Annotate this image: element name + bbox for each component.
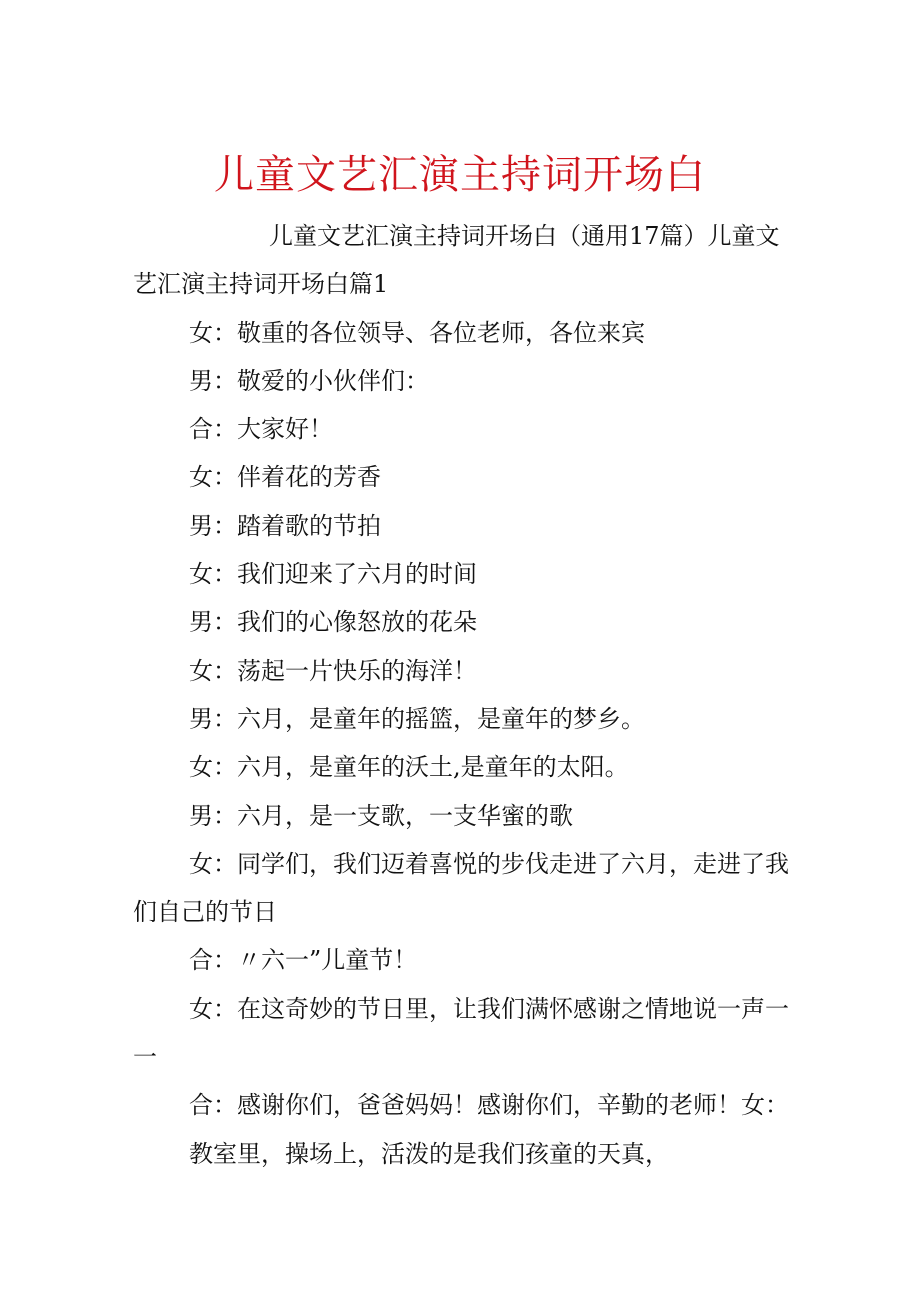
script-line: 女：荡起一片快乐的海洋！ — [189, 656, 477, 685]
script-line: 女：六月，是童年的沃土,是童年的太阳。 — [189, 753, 629, 782]
intro-paragraph: 儿童文艺汇演主持词开场白（通用17篇）儿童文艺汇演主持词开场白篇1 — [133, 222, 780, 299]
script-line: 合：〃六一”儿童节！ — [189, 946, 418, 975]
script-line: 女：伴着花的芳香 — [189, 463, 381, 492]
script-line: 女：我们迎来了六月的时间 — [189, 560, 477, 589]
script-line: 教室里，操场上，活泼的是我们孩童的天真， — [189, 1139, 669, 1168]
script-line: 男：我们的心像怒放的花朵 — [189, 608, 477, 637]
document-title: 儿童文艺汇演主持词开场白 — [214, 152, 706, 198]
script-line: 合：大家好！ — [189, 415, 333, 444]
script-line: 女：在这奇妙的节日里，让我们满怀感谢之情地说一声一一 — [133, 994, 789, 1072]
script-line: 男：六月，是童年的摇篮，是童年的梦乡。 — [189, 704, 645, 733]
script-line: 男：踏着歌的节拍 — [189, 511, 381, 540]
script-line: 女：敬重的各位领导、各位老师，各位来宾 — [189, 318, 645, 347]
document-body — [133, 212, 793, 1178]
script-line: 男：六月，是一支歌，一支华蜜的歌 — [189, 801, 573, 830]
script-line: 合：感谢你们，爸爸妈妈！感谢你们，辛勤的老师！女： — [189, 1091, 789, 1120]
script-line: 女：同学们，我们迈着喜悦的步伐走进了六月，走进了我们自己的节日 — [133, 849, 789, 927]
script-line: 男：敬爱的小伙伴们： — [189, 366, 429, 395]
